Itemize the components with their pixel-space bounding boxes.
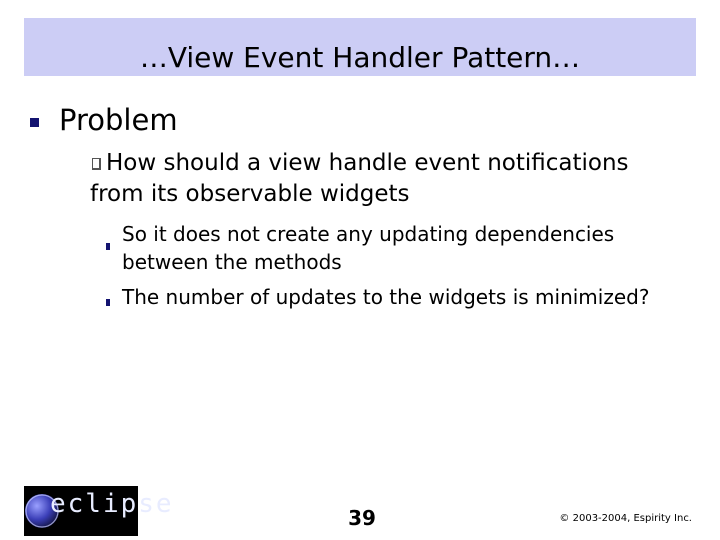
- dash-bullet-icon: [106, 243, 110, 250]
- copyright-notice: © 2003-2004, Espirity Inc.: [559, 513, 692, 524]
- sub-sub-bullet-1: [122, 220, 702, 276]
- sub-bullet-line-2: from its observable widgets: [90, 181, 410, 207]
- sub-sub-bullet-2: The number of updates to the widgets is minimized?: [122, 285, 650, 309]
- sub-bullet-line-1: How should a view handle event notifications: [106, 150, 629, 176]
- bullet-problem: Problem: [59, 103, 178, 137]
- sub-bullet-question: [90, 148, 690, 210]
- slide-title: …View Event Handler Pattern…: [139, 41, 581, 74]
- page-number: 39: [348, 506, 376, 530]
- eclipse-logo-text: eclipse: [50, 489, 174, 519]
- square-bullet-icon: [30, 118, 39, 127]
- sub-sub-bullet-1-line-1: So it does not create any updating dependencies: [122, 222, 615, 246]
- sub-sub-bullet-1-line-2: between the methods: [122, 250, 342, 274]
- eclipse-logo: [24, 486, 174, 536]
- dash-bullet-icon: [106, 299, 110, 306]
